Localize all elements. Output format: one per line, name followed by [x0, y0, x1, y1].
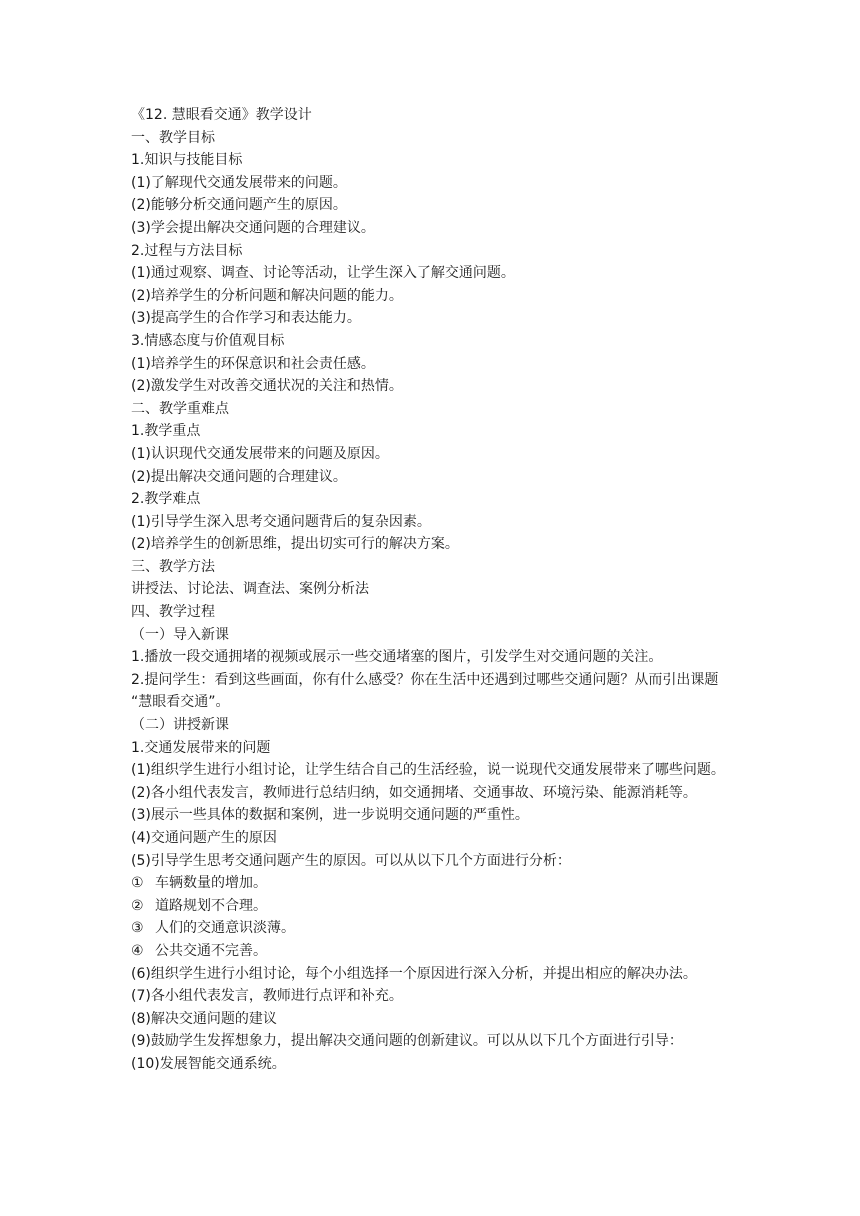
- list-item: (3)学会提出解决交通问题的合理建议。: [131, 219, 375, 236]
- subheading-lecture: （二）讲授新课: [131, 717, 229, 734]
- list-item: (1)引导学生深入思考交通问题背后的复杂因素。: [131, 513, 431, 530]
- list-item: (3)展示一些具体的数据和案例，进一步说明交通问题的严重性。: [131, 807, 529, 824]
- list-item: (2)能够分析交通问题产生的原因。: [131, 197, 347, 214]
- subheading-focus: 1.教学重点: [131, 423, 201, 440]
- heading-process: 四、教学过程: [131, 604, 215, 621]
- circled-item-text: 公共交通不完善。: [155, 942, 267, 959]
- list-item: (2)培养学生的分析问题和解决问题的能力。: [131, 287, 403, 304]
- list-item: (10)发展智能交通系统。: [131, 1055, 286, 1072]
- list-item: (1)培养学生的环保意识和社会责任感。: [131, 355, 375, 372]
- subheading-knowledge: 1.知识与技能目标: [131, 152, 243, 169]
- paragraph-group-discussion: (1)组织学生进行小组讨论，让学生结合自己的生活经验，说一说现代交通发展带来了哪些问题。: [131, 762, 725, 779]
- circled-item-text: 道路规划不合理。: [155, 897, 267, 914]
- list-item: (1)了解现代交通发展带来的问题。: [131, 174, 347, 191]
- list-item: (5)引导学生思考交通问题产生的原因。可以从以下几个方面进行分析：: [131, 852, 571, 869]
- circled-item: [131, 917, 741, 940]
- circled-item: [131, 872, 741, 895]
- subheading-difficulty: 2.教学难点: [131, 491, 201, 508]
- subheading-intro: （一）导入新课: [131, 626, 229, 643]
- list-item: (4)交通问题产生的原因: [131, 830, 277, 846]
- list-item: (1)通过观察、调查、讨论等活动，让学生深入了解交通问题。: [131, 265, 515, 282]
- paragraph-question: 2.提问学生：看到这些画面，你有什么感受？你在生活中还遇到过哪些交通问题？从而引出课题 “慧眼看交通”。: [131, 671, 719, 711]
- circled-item-text: 车辆数量的增加。: [155, 875, 267, 892]
- list-item: (9)鼓励学生发挥想象力，提出解决交通问题的创新建议。可以从以下几个方面进行引导：: [131, 1033, 683, 1050]
- circled-number: ②: [131, 897, 144, 914]
- circled-number: ①: [131, 875, 144, 892]
- list-item: (2)各小组代表发言，教师进行总结归纳，如交通拥堵、交通事故、环境污染、能源消耗等。: [131, 784, 697, 801]
- list-item: (2)培养学生的创新思维，提出切实可行的解决方案。: [131, 536, 459, 553]
- list-item: (8)解决交通问题的建议: [131, 1010, 277, 1027]
- circled-number: ④: [131, 942, 144, 959]
- list-item: (7)各小组代表发言，教师进行点评和补充。: [131, 988, 403, 1005]
- circled-item: [131, 940, 741, 963]
- circled-item: [131, 895, 741, 918]
- document-title: 《12. 慧眼看交通》教学设计: [131, 107, 312, 123]
- list-item: (2)激发学生对改善交通状况的关注和热情。: [131, 378, 403, 395]
- list-item: (2)提出解决交通问题的合理建议。: [131, 468, 347, 485]
- list-item: (1)认识现代交通发展带来的问题及原因。: [131, 445, 389, 462]
- document-page: [131, 104, 741, 1076]
- list-item: 1.播放一段交通拥堵的视频或展示一些交通堵塞的图片，引发学生对交通问题的关注。: [131, 649, 663, 666]
- circled-number: ③: [131, 920, 144, 937]
- subheading-attitude: 3.情感态度与价值观目标: [131, 332, 285, 349]
- list-item: (6)组织学生进行小组讨论，每个小组选择一个原因进行深入分析，并提出相应的解决办法。: [131, 965, 697, 982]
- heading-methods: 三、教学方法: [131, 558, 215, 575]
- list-item: (3)提高学生的合作学习和表达能力。: [131, 310, 361, 327]
- circled-item-text: 人们的交通意识淡薄。: [155, 920, 295, 937]
- subheading-process: 2.过程与方法目标: [131, 242, 243, 259]
- subheading-traffic-problems: 1.交通发展带来的问题: [131, 739, 271, 756]
- heading-teaching-goals: 一、教学目标: [131, 129, 215, 146]
- methods-text: 讲授法、讨论法、调查法、案例分析法: [131, 581, 369, 598]
- heading-key-points: 二、教学重难点: [131, 400, 229, 417]
